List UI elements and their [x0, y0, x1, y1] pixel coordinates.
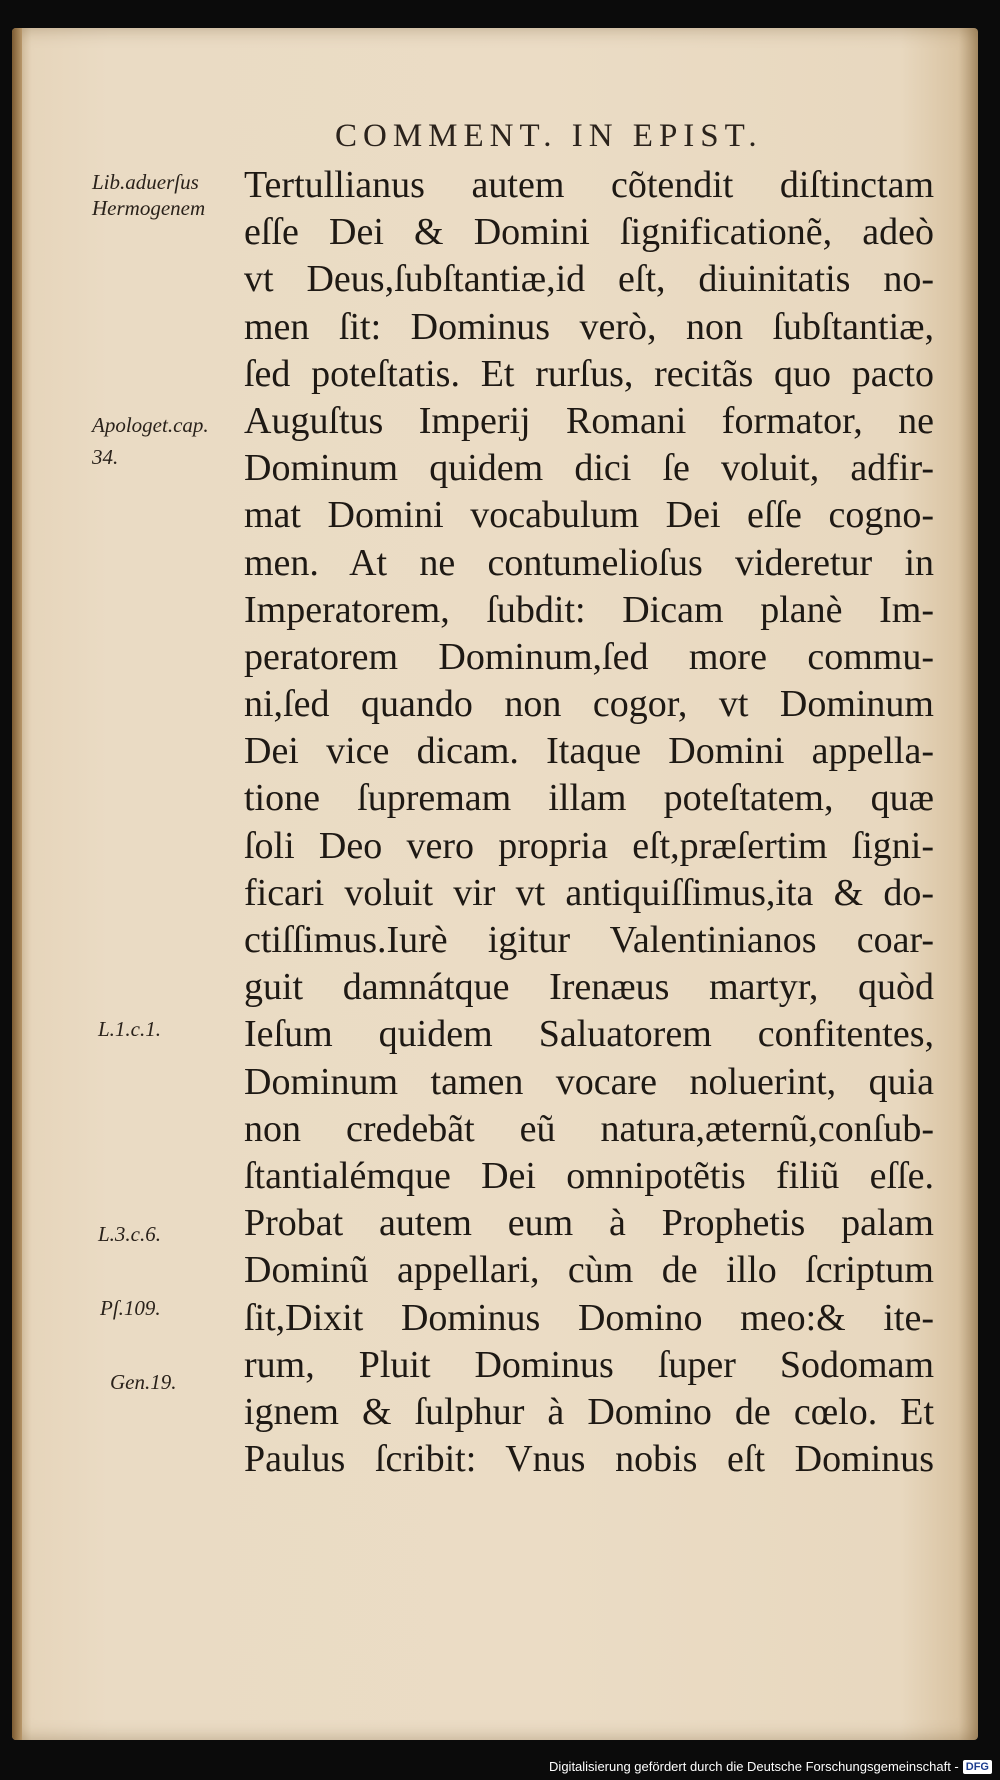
margin-note-l3c6: L.3.c.6. [98, 1222, 161, 1246]
text-line: ſoli Deo vero propria eſt,præſertim ſigni- [244, 824, 934, 867]
text-line: Tertullianus autem cõtendit diſtinctam [244, 164, 934, 206]
text-line: Dei vice dicam. Itaque Domini appella- [244, 730, 934, 773]
text-line: ſit,Dixit Dominus Domino meo:& ite- [244, 1296, 934, 1339]
margin-note-psalm: Pſ.109. [100, 1296, 161, 1320]
text-line: Ieſum quidem Saluatorem confitentes, [244, 1013, 934, 1056]
running-head: COMMENT. IN EPIST. [335, 118, 763, 154]
text-line: rum, Pluit Dominus ſuper Sodomam [244, 1343, 934, 1386]
footer-text: Digitalisierung gefördert durch die Deutsche Forschungsgemeinschaft - [549, 1759, 959, 1774]
text-line: Dominũ appellari, cùm de illo ſcriptum [244, 1249, 934, 1292]
text-line: ni,ſed quando non cogor, vt Dominum [244, 683, 934, 726]
page-binding-edge [12, 28, 22, 1740]
digitization-footer [549, 1759, 992, 1774]
margin-note-hermogenem: Hermogenem [92, 196, 206, 220]
text-line: tione ſupremam illam poteſtatem, quæ [244, 777, 934, 820]
text-line: Dominum tamen vocare noluerint, quia [244, 1060, 934, 1103]
text-line: Paulus ſcribit: Vnus nobis eſt Dominus [244, 1438, 934, 1481]
text-line: Probat autem eum à Prophetis palam [244, 1202, 934, 1245]
text-line: ſed poteſtatis. Et rurſus, recitãs quo pacto [244, 352, 934, 395]
margin-note-apologet: Apologet.cap. [92, 413, 209, 437]
body-text [244, 162, 934, 1483]
text-line: men ſit: Dominus verò, non ſubſtantiæ, [244, 305, 934, 348]
text-line: Dominum quidem dici ſe voluit, adfir- [244, 447, 934, 490]
text-line: peratorem Dominum,ſed more commu- [244, 635, 934, 678]
text-line: Imperatorem, ſubdit: Dicam planè Im- [244, 588, 934, 631]
text-line: ſtantialémque Dei omnipotẽtis filiũ eſſe. [244, 1154, 934, 1197]
margin-note-apologet-chapter: 34. [92, 445, 119, 469]
margin-note-l1c1: L.1.c.1. [98, 1017, 161, 1041]
margin-note-aduersus: Lib.aduerſus [92, 170, 199, 194]
text-line: ignem & ſulphur à Domino de cœlo. Et [244, 1390, 934, 1433]
text-line: vt Deus,ſubſtantiæ,id eſt, diuinitatis no- [244, 258, 934, 301]
dfg-logo: DFG [963, 1760, 992, 1774]
text-line: eſſe Dei & Domini ſignificationẽ, adeò [244, 211, 934, 254]
text-line: ctiſſimus.Iurè igitur Valentinianos coar- [244, 919, 934, 961]
text-line: non credebãt eũ natura,æternũ,conſub- [244, 1107, 934, 1150]
text-line: men. At ne contumelioſus videretur in [244, 541, 934, 584]
margin-note-genesis: Gen.19. [110, 1370, 177, 1394]
text-line: ficari voluit vir vt antiquiſſimus,ita & do- [244, 871, 934, 914]
text-line: guit damnátque Irenæus martyr, quòd [244, 966, 934, 1009]
text-line: Auguſtus Imperij Romani formator, ne [244, 399, 934, 442]
text-line: mat Domini vocabulum Dei eſſe cogno- [244, 494, 934, 537]
